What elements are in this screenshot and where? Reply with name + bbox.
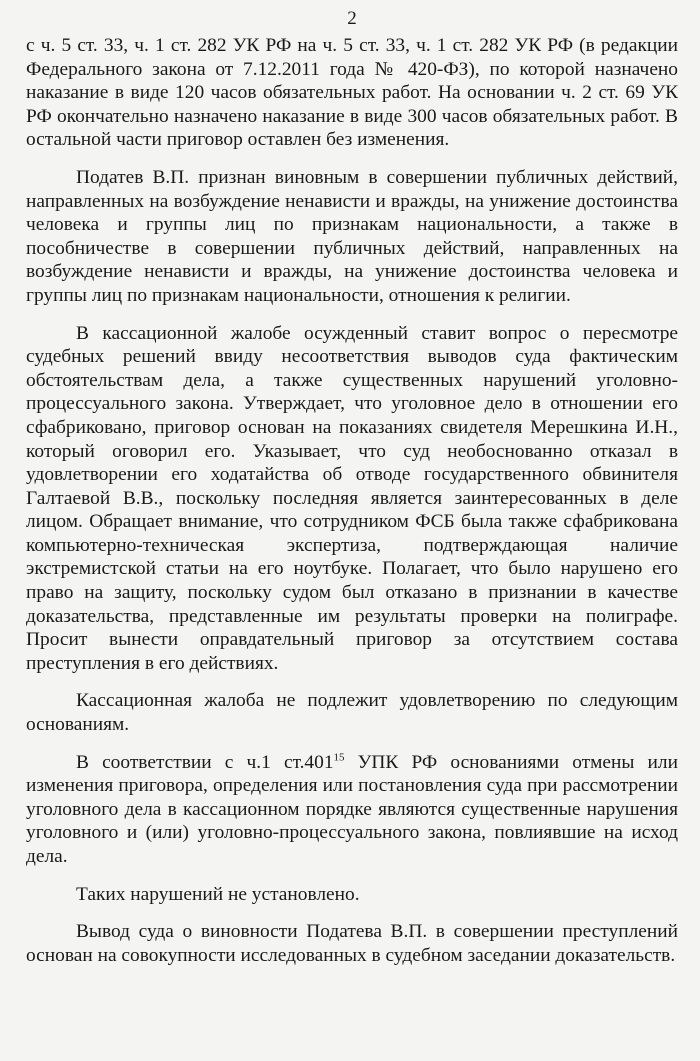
- paragraph-appeal-rejected: Кассационная жалоба не подлежит удовлетворению по следующим основаниям.: [26, 690, 678, 736]
- legal-grounds-text-end: УПК РФ основаниями отмены или изменения приговора, определения или постановления суда при рассмотрении уголовного дела в кассационном порядке являются существенные нарушения уголовного и (или) уголовно-процессуального закона, повлиявшие на исход дела.: [26, 751, 678, 867]
- paragraph-conviction: Податев В.П. признан виновным в совершении публичных действий, направленных на возбуждение ненависти и вражды, на унижение достоинства человека и группы лиц по признакам национальности, а также в пособничестве в совершении публичных действий, направленных на возбуждение ненависти и вражды, на унижение достоинства человека и группы лиц по признакам национальности, отношения к религии.: [26, 166, 678, 306]
- paragraph-legal-grounds: [26, 751, 678, 869]
- legal-grounds-text-start: В соответствии с ч.1 ст.401: [76, 751, 334, 773]
- paragraph-guilt-conclusion: Вывод суда о виновности Податева В.П. в совершении преступлений основан на совокупности исследованных в судебном заседании доказательств.: [26, 921, 678, 966]
- paragraph-no-violations: Таких нарушений не установлено.: [76, 883, 360, 905]
- paragraph-sentence-change: с ч. 5 ст. 33, ч. 1 ст. 282 УК РФ на ч. 5 ст. 33, ч. 1 ст. 282 УК РФ (в редакции Федерального закона от 7.12.2011 года № 420-ФЗ), по которой назначено наказание в виде 120 часов обязательных работ. На основании ч. 2 ст. 69 УК РФ окончательно назначено наказание в виде 300 часов обязательных работ. В остальной части приговор оставлен без изменения.: [26, 35, 678, 151]
- article-superscript: 15: [333, 751, 345, 764]
- page-number: 2: [347, 8, 357, 29]
- paragraph-appeal-arguments: В кассационной жалобе осужденный ставит вопрос о пересмотре судебных решений ввиду несоответствия выводов суда фактическим обстоятельствам дела, а также существенных нарушений уголовно-процессуального закона. Утверждает, что уголовное дело в отношении его сфабриковано, приговор основан на показаниях свидетеля Мерешкина И.Н., который оговорил его. Указывает, что суд необоснованно отказал в удовлетворении его ходатайства об отводе государственного обвинителя Галтаевой В.В., поскольку последняя является заинтересованных в деле лицом. Обращает внимание, что сотрудником ФСБ была также сфабрикована компьютерно-техническая экспертиза, подтверждающая наличие экстремистской статьи на его ноутбуке. Полагает, что было нарушено его право на защиту, поскольку судом был отказано в признании в качестве доказательства, представленные им результаты проверки на полиграфе. Просит вынести оправдательный приговор за отсутствием состава преступления в его действиях.: [26, 322, 678, 674]
